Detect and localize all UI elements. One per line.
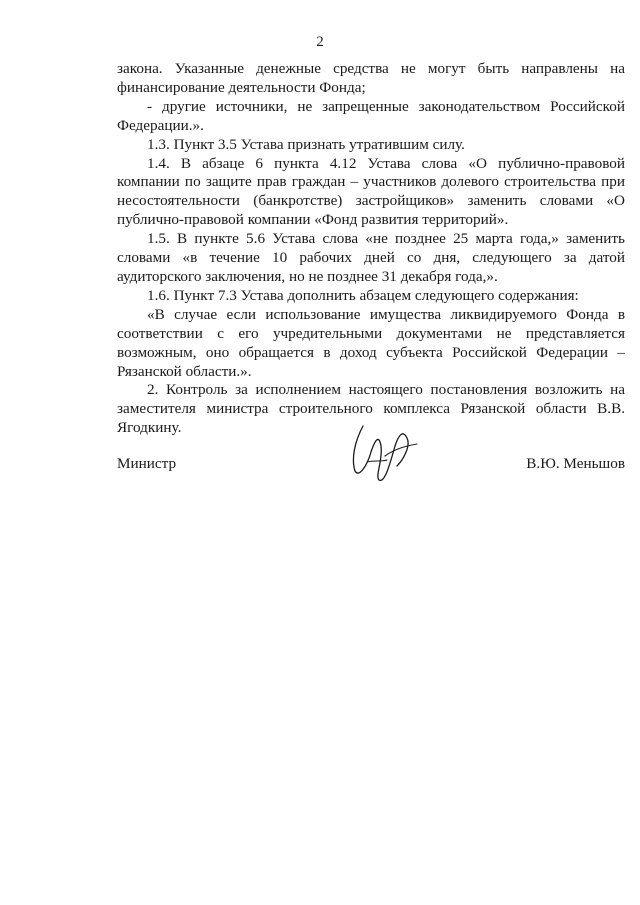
signatory-name: В.Ю. Меньшов <box>526 455 625 472</box>
page-number: 2 <box>316 34 324 50</box>
signatory-title: Министр <box>117 455 177 472</box>
signature-block <box>117 455 625 477</box>
paragraph-control-clause: 2. Контроль за исполнением настоящего постановления возложить на заместителя министра строительного комплекса Рязанской области В.В. Ягодкину. <box>117 381 625 437</box>
document-body <box>117 60 625 438</box>
paragraph-other-sources: - другие источники, не запрещенные законодательством Российской Федерации.». <box>117 97 625 134</box>
paragraph-liquidation-clause: «В случае если использование имущества ликвидируемого Фонда в соответствии с его учредительными документами не представляется возможным, оно обращается в доход субъекта Российской Федерации – Рязанской области.». <box>117 305 625 380</box>
handwritten-signature <box>345 416 425 488</box>
paragraph-item-1-4: 1.4. В абзаце 6 пункта 4.12 Устава слова «О публично-правовой компании по защите прав граждан – участников долевого строительства при несостоятельности (банкротстве) застройщиков» заменить словами «О публично-правовой компании «Фонд развития территорий». <box>117 154 625 229</box>
paragraph-item-1-5: 1.5. В пункте 5.6 Устава слова «не позднее 25 марта года,» заменить словами «в течение 10 рабочих дней со дня, следующего за датой аудиторского заключения, но не позднее 31 декабря года,». <box>117 230 625 285</box>
paragraph-item-1-6: 1.6. Пункт 7.3 Устава дополнить абзацем следующего содержания: <box>147 286 579 304</box>
paragraph-item-1-3: 1.3. Пункт 3.5 Устава признать утратившим силу. <box>147 135 465 153</box>
paragraph-law-continuation: закона. Указанные денежные средства не могут быть направлены на финансирование деятельности Фонда; <box>117 60 625 96</box>
